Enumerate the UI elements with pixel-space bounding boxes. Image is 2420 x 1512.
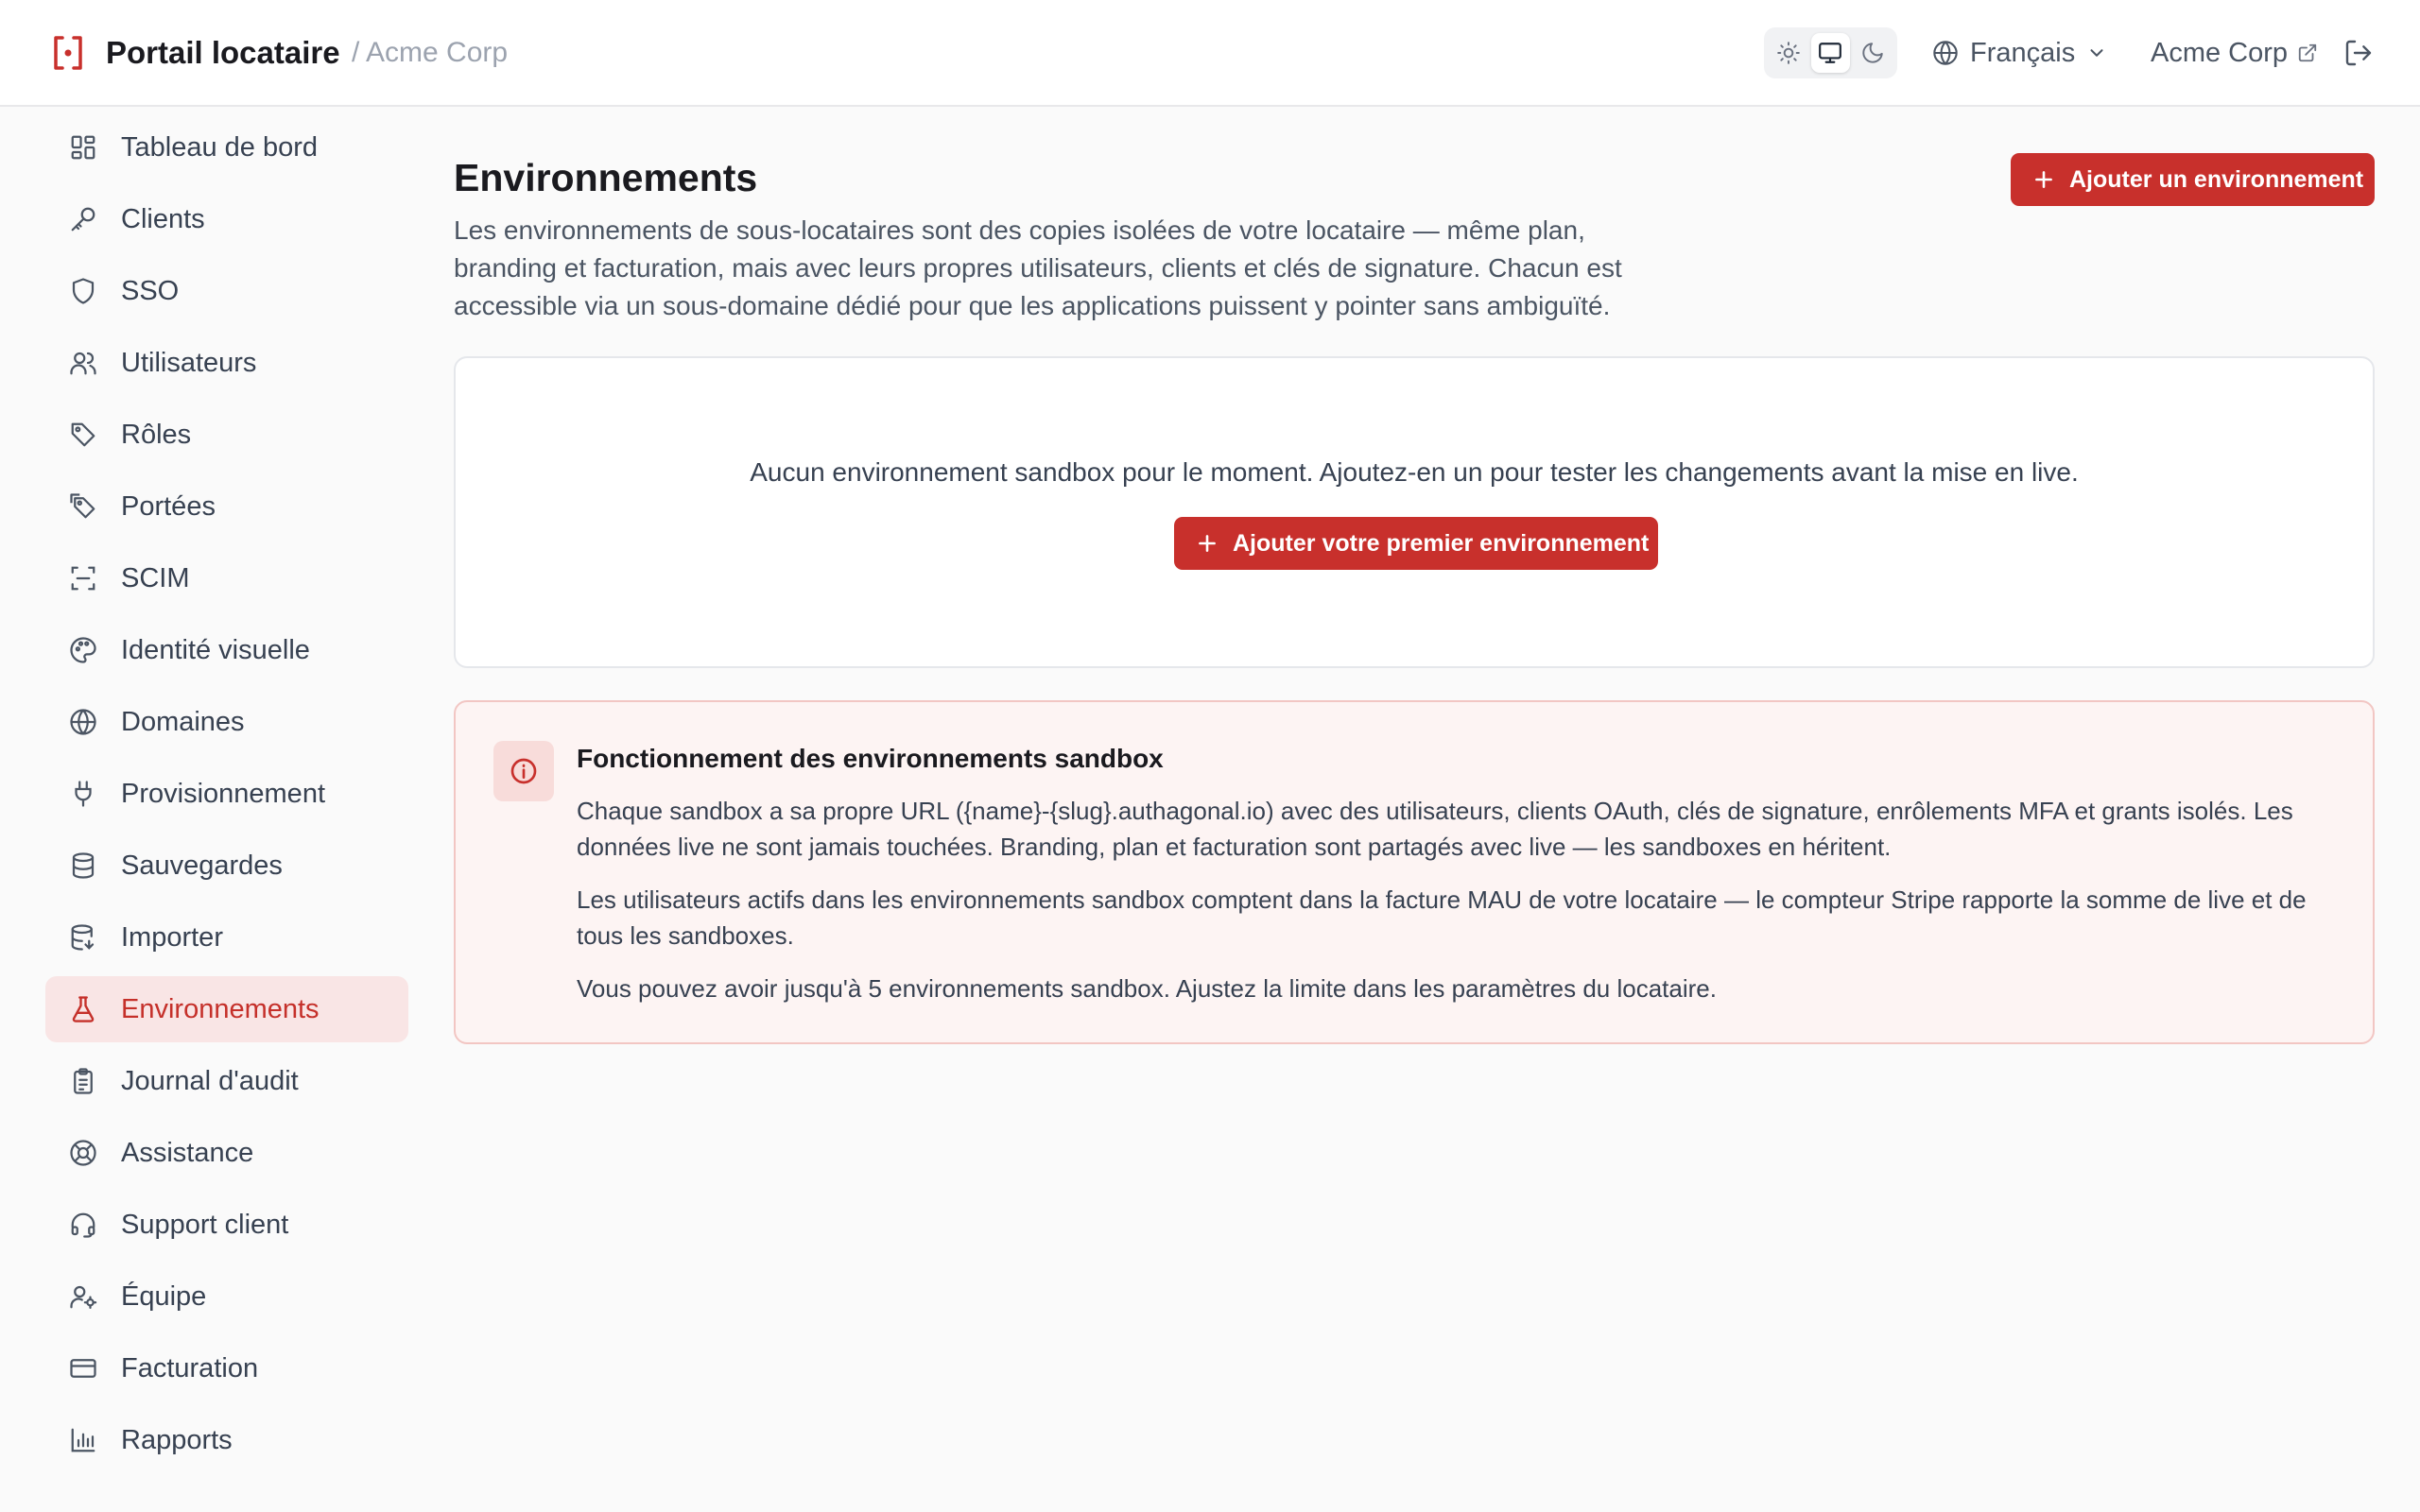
sidebar-item-label: Domaines	[121, 706, 245, 737]
external-link-icon	[2297, 43, 2318, 63]
sidebar-item-provisioning[interactable]	[45, 761, 408, 827]
top-header	[0, 0, 2420, 107]
sidebar-item-label: Clients	[121, 203, 205, 234]
system-theme-button[interactable]	[1811, 33, 1849, 73]
sidebar-item-environments[interactable]	[45, 976, 408, 1042]
sidebar-item-label: Environnements	[121, 993, 320, 1024]
theme-switcher	[1764, 27, 1897, 78]
user-gear-icon	[68, 1281, 98, 1312]
flask-icon	[68, 994, 98, 1024]
info-title: Fonctionnement des environnements sandbox	[577, 744, 1164, 773]
language-label: Français	[1970, 37, 2076, 68]
sidebar-item-label: Tableau de bord	[121, 131, 318, 163]
info-paragraph: Vous pouvez avoir jusqu'à 5 environnements sandbox. Ajustez la limite dans les paramètres du locataire.	[577, 974, 1717, 1003]
sidebar-nav	[45, 114, 408, 1479]
globe-icon	[1932, 40, 1959, 66]
monitor-icon	[1818, 41, 1842, 65]
sidebar-item-label: Rôles	[121, 419, 192, 450]
page-description: Les environnements de sous-locataires sont des copies isolées de votre locataire — même plan, branding et facturation, mais avec leurs propres utilisateurs, clients et clés de signature. Chacun est accessible via un sous-domaine dédié pour que les applications puissent y pointer sans ambiguïté.	[454, 215, 1622, 320]
sidebar-item-backups[interactable]	[45, 833, 408, 899]
tags-icon	[68, 491, 98, 522]
key-icon	[68, 204, 98, 234]
info-paragraph: Les utilisateurs actifs dans les environnements sandbox comptent dans la facture MAU de votre locataire — le compteur Stripe rapporte la somme de live et de tous les sandboxes.	[577, 885, 2307, 950]
sidebar-item-roles[interactable]	[45, 402, 408, 468]
chevron-down-icon	[2086, 43, 2107, 63]
sidebar-item-users[interactable]	[45, 330, 408, 396]
logout-button[interactable]	[2343, 38, 2374, 68]
sidebar-item-label: Rapports	[121, 1424, 233, 1455]
sidebar-item-dashboard[interactable]	[45, 114, 408, 180]
sidebar-item-label: Sauvegardes	[121, 850, 283, 881]
sidebar-item-label: SSO	[121, 275, 180, 306]
info-paragraph: Chaque sandbox a sa propre URL ({name}-{slug}.authagonal.io) avec des utilisateurs, clients OAuth, clés de signature, enrôlements MFA et grants isolés. Les données live ne sont jamais touchées. Branding, plan et facturation sont partagés avec live — les sandboxes en héritent.	[577, 797, 2293, 861]
sidebar-item-scim[interactable]	[45, 545, 408, 611]
sidebar-item-scopes[interactable]	[45, 473, 408, 540]
sidebar-item-clients[interactable]	[45, 186, 408, 252]
sandbox-info-card	[454, 700, 2375, 1044]
page-title: Environnements	[454, 156, 758, 199]
app-title[interactable]: Portail locataire	[106, 35, 340, 70]
sidebar-item-label: Importer	[121, 921, 223, 953]
tenant-link-label: Acme Corp	[2151, 37, 2289, 68]
sidebar-item-label: Provisionnement	[121, 778, 325, 809]
sidebar-item-domains[interactable]	[45, 689, 408, 755]
sidebar-item-label: Identité visuelle	[121, 634, 310, 665]
sidebar-item-reports[interactable]	[45, 1407, 408, 1473]
sidebar-item-label: Portées	[121, 490, 216, 522]
lifebuoy-icon	[68, 1138, 98, 1168]
dashboard-icon	[68, 132, 98, 163]
sun-icon	[1776, 41, 1801, 65]
globe-icon	[68, 707, 98, 737]
add-environment-button[interactable]	[2011, 153, 2375, 206]
sidebar-item-audit-log[interactable]	[45, 1048, 408, 1114]
sidebar-item-customer-support[interactable]	[45, 1192, 408, 1258]
sidebar-item-label: SCIM	[121, 562, 190, 593]
brand-logo-icon[interactable]	[53, 35, 83, 71]
sidebar-item-team[interactable]	[45, 1263, 408, 1330]
credit-card-icon	[68, 1353, 98, 1383]
sidebar-item-branding[interactable]	[45, 617, 408, 683]
dark-theme-button[interactable]	[1854, 33, 1892, 73]
sidebar-item-billing[interactable]	[45, 1335, 408, 1401]
sidebar-item-label: Journal d'audit	[121, 1065, 299, 1096]
bar-chart-icon	[68, 1425, 98, 1455]
empty-state-text: Aucun environnement sandbox pour le moment. Ajoutez-en un pour tester les changements avant la mise en live.	[750, 457, 2079, 487]
tag-icon	[68, 420, 98, 450]
add-first-environment-label: Ajouter votre premier environnement	[1233, 529, 1650, 557]
plus-icon	[2031, 167, 2056, 192]
tenant-external-link[interactable]	[2151, 32, 2318, 74]
light-theme-button[interactable]	[1770, 33, 1807, 73]
headset-icon	[68, 1210, 98, 1240]
users-icon	[68, 348, 98, 378]
database-import-icon	[68, 922, 98, 953]
sidebar-item-label: Équipe	[121, 1280, 207, 1312]
empty-state-card	[454, 356, 2375, 668]
shield-icon	[68, 276, 98, 306]
sidebar-item-label: Facturation	[121, 1352, 259, 1383]
language-selector[interactable]	[1932, 32, 2107, 74]
add-first-environment-button[interactable]	[1174, 517, 1658, 570]
plug-icon	[68, 779, 98, 809]
palette-icon	[68, 635, 98, 665]
database-icon	[68, 850, 98, 881]
add-environment-label: Ajouter un environnement	[2069, 165, 2364, 193]
sidebar-item-import[interactable]	[45, 904, 408, 971]
sidebar-item-assistance[interactable]	[45, 1120, 408, 1186]
info-icon	[493, 741, 554, 801]
clipboard-icon	[68, 1066, 98, 1096]
breadcrumb-tenant: / Acme Corp	[352, 37, 509, 68]
scan-icon	[68, 563, 98, 593]
sidebar-item-label: Utilisateurs	[121, 347, 257, 378]
sidebar-item-label: Assistance	[121, 1137, 254, 1168]
info-body	[577, 793, 2354, 1023]
logout-icon	[2343, 38, 2374, 68]
sidebar-item-sso[interactable]	[45, 258, 408, 324]
plus-icon	[1195, 531, 1219, 556]
sidebar-item-label: Support client	[121, 1209, 289, 1240]
moon-icon	[1860, 41, 1885, 65]
